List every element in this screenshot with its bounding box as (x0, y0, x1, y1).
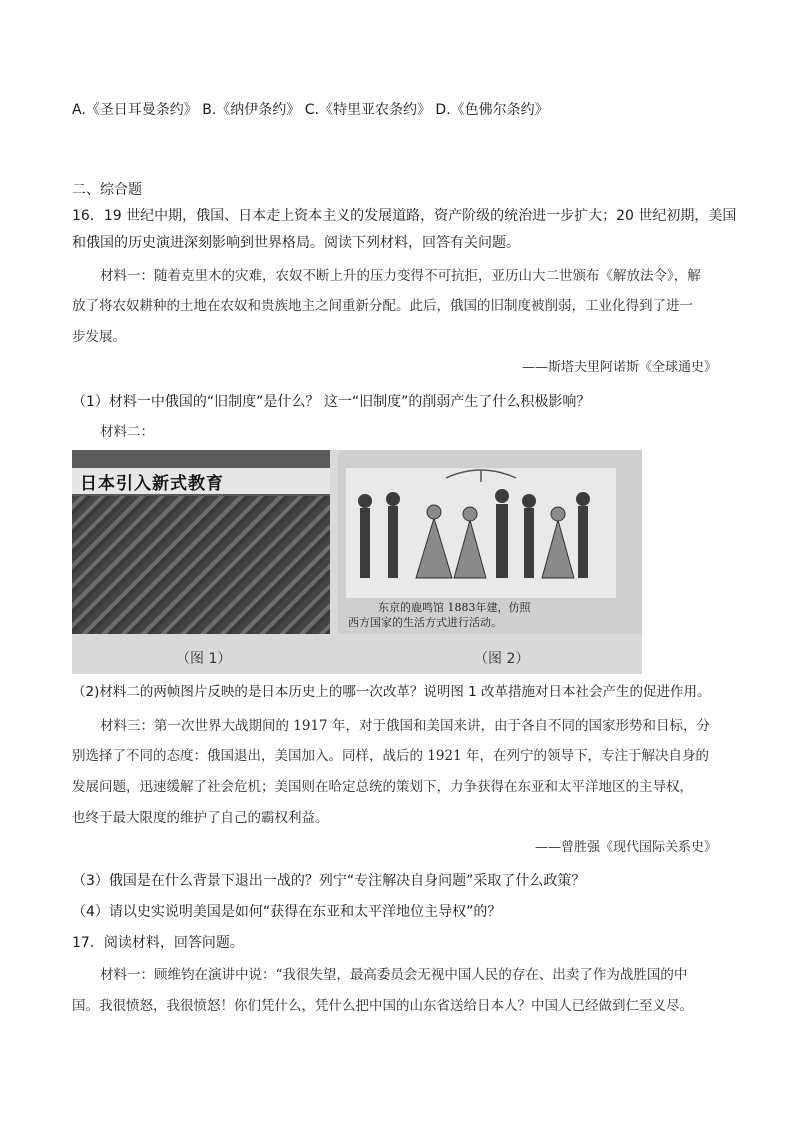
q16-subquestion-4: （4）请以史实说明美国是如何“获得在东亚和太平洋地位主导权”的？ (72, 904, 502, 920)
figure-1-banner (72, 468, 330, 494)
figure-2-illustration (338, 450, 642, 634)
q16-subquestion-3: （3）俄国是在什么背景下退出一战的？列宁“专注解决自身问题”采取了什么政策？ (72, 873, 586, 889)
q17-material1-line2: 国。我很愤怒，我很愤怒！你们凭什么，凭什么把中国的山东省送给日本人？中国人已经做到仁至义尽。 (72, 998, 693, 1014)
figure-2-caption-line1: 东京的鹿鸣馆 1883年建，仿照 (378, 601, 531, 614)
q16-material1-line3: 步发展。 (72, 329, 126, 345)
figure-1-classroom-image (72, 496, 330, 634)
q16-subquestion-2: （2)材料二的两帧图片反映的是日本历史上的哪一次改革？说明图 1 改革措施对日本社会产生的促进作用。 (72, 684, 711, 700)
q16-material3-line2: 别选择了不同的态度：俄国退出，美国加入。同样，战后的 1921 年，在列宁的领导下，专注于解决自身的 (72, 748, 709, 764)
q16-subquestion-1: （1）材料一中俄国的“旧制度”是什么？ 这一“旧制度”的削弱产生了什么积极影响？ (72, 394, 591, 410)
q16-material1-line2: 放了将农奴耕种的土地在农奴和贵族地主之间重新分配。此后，俄国的旧制度被削弱，工业化得到了进一 (72, 298, 693, 314)
figure-1-label: （图 1） (176, 651, 232, 667)
q16-intro-1: 16．19 世纪中期，俄国、日本走上资本主义的发展道路，资产阶级的统治进一步扩大；20 世纪初期，美国 (72, 208, 737, 224)
figure-2-caption-line2: 西方国家的生活方式进行活动。 (348, 616, 502, 629)
q16-material2-label: 材料二： (100, 424, 154, 440)
q17-intro: 17．阅读材料，回答问题。 (72, 935, 244, 951)
q16-material1-source: ——斯塔夫里阿诺斯《全球通史》 (521, 360, 717, 375)
q16-material3-line1: 材料三：第一次世界大战期间的 1917 年，对于俄国和美国来讲，由于各自不同的国家形势和目标，分 (100, 718, 710, 734)
q16-material3-source: ——曾胜强《现代国际关系史》 (534, 840, 717, 855)
q16-material1-line1: 材料一：随着克里木的灾难，农奴不断上升的压力变得不可抗拒，亚历山大二世颁布《解放法令》，解 (100, 268, 701, 284)
options-line: A.《圣日耳曼条约》 B.《纳伊条约》 C.《特里亚农条约》 D.《色佛尔条约》 (72, 102, 549, 118)
figure-2-ballroom-image (346, 468, 616, 598)
q16-intro-2: 和俄国的历史演进深刻影响到世界格局。阅读下列材料，回答有关问题。 (72, 235, 520, 251)
figure-1-photo (72, 450, 330, 634)
q17-material1-line1: 材料一：顾维钧在演讲中说：“我很失望，最高委员会无视中国人民的存在、出卖了作为战胜国的中 (100, 967, 688, 983)
q16-material3-line3: 发展问题，迅速缓解了社会危机；美国则在哈定总统的策划下，力争获得在东亚和太平洋地区的主导权， (72, 779, 693, 795)
figure-2-label: （图 2） (474, 651, 530, 667)
material2-photos (72, 450, 642, 674)
section-title: 二、综合题 (72, 182, 142, 198)
figure-2-dancers-drawing (346, 468, 616, 598)
figure-2-caption (348, 600, 608, 630)
figure-1-title: 日本引入新式教育 (80, 474, 224, 494)
q16-material3-line4: 也终于最大限度的维护了自己的霸权利益。 (72, 810, 329, 826)
